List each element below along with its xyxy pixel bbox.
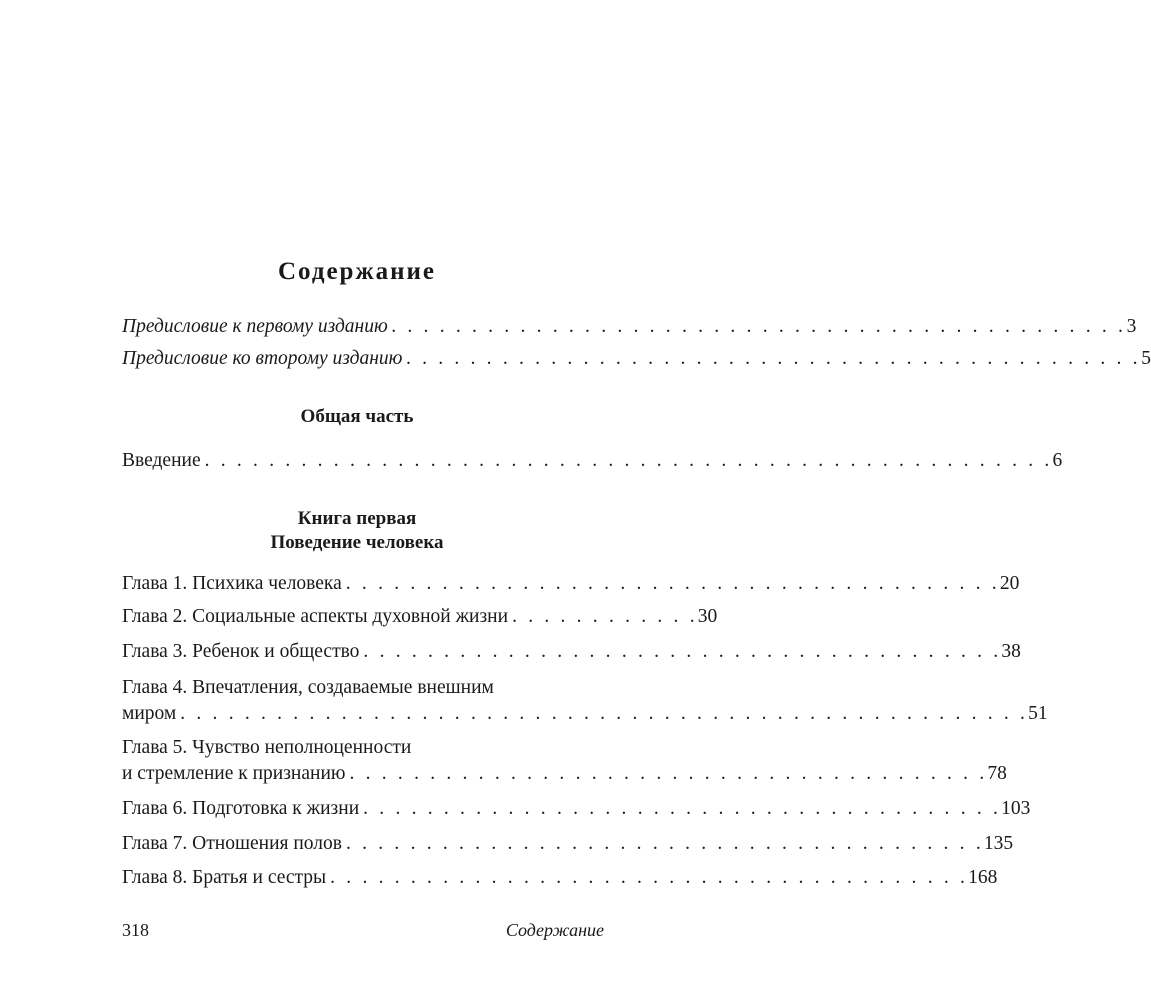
toc-entry[interactable] xyxy=(122,639,1021,665)
toc-entry[interactable] xyxy=(122,796,1031,822)
dot-leader: . . . . . . . . . . . . . . . . . . . . . . . . . . . . . . . . . . . . . . . . xyxy=(330,867,969,888)
toc-entry[interactable] xyxy=(122,571,1020,597)
toc-entry-title: Предисловие к первому изданию xyxy=(122,316,388,337)
toc-entry-page: 20 xyxy=(999,573,1020,594)
dot-leader: . . . . . . . . . . . . . . . . . . . . . . . . . . . . . . . . . . . . . . . . . . . . . . . . . . . . . xyxy=(204,450,1053,471)
toc-entry-page: 5 xyxy=(1141,348,1151,369)
dot-leader: . . . . . . . . . . . . . . . . . . . . . . . . . . . . . . . . . . . . . . . . . . . . . . . . . . . . . xyxy=(180,703,1029,724)
toc-entry-title: Глава 5. Чувство неполноценности xyxy=(122,737,412,758)
toc-entry[interactable] xyxy=(122,448,1063,474)
toc-entry-title-cont: миром xyxy=(122,703,177,724)
book-subheading: Поведение человека xyxy=(270,532,444,553)
dot-leader: . . . . . . . . . . . . . . . . . . . . . . . . . . . . . . . . . . . . . . . . xyxy=(349,763,988,784)
section-heading-general: Общая часть xyxy=(300,406,414,427)
toc-entry-page: 6 xyxy=(1052,450,1063,471)
dot-leader: . . . . . . . . . . . . xyxy=(512,606,698,627)
dot-leader: . . . . . . . . . . . . . . . . . . . . . . . . . . . . . . . . . . . . . . . . xyxy=(363,641,1002,662)
toc-entry-multiline[interactable] xyxy=(122,735,1007,787)
toc-entry-page: 78 xyxy=(987,763,1007,784)
toc-entry[interactable] xyxy=(122,314,1137,340)
toc-entry-title: Глава 6. Подготовка к жизни xyxy=(122,798,360,819)
dot-leader: . . . . . . . . . . . . . . . . . . . . . . . . . . . . . . . . . . . . . . . . . . . . . . xyxy=(391,316,1127,337)
toc-entry-title: Глава 2. Социальные аспекты духовной жизни xyxy=(122,606,509,627)
toc-entry-page: 103 xyxy=(1001,798,1031,819)
page-title: Содержание xyxy=(277,258,436,285)
dot-leader: . . . . . . . . . . . . . . . . . . . . . . . . . . . . . . . . . . . . . . . . . xyxy=(345,573,1000,594)
toc-entry[interactable] xyxy=(122,346,1151,372)
toc-entry-title: Введение xyxy=(122,450,201,471)
toc-entry[interactable] xyxy=(122,831,1014,857)
toc-entry-page: 168 xyxy=(968,867,998,888)
book-heading: Книга первая xyxy=(297,508,417,529)
toc-entry-page: 38 xyxy=(1001,641,1021,662)
dot-leader: . . . . . . . . . . . . . . . . . . . . . . . . . . . . . . . . . . . . . . . . xyxy=(363,798,1002,819)
dot-leader: . . . . . . . . . . . . . . . . . . . . . . . . . . . . . . . . . . . . . . . . . . . . . . xyxy=(406,348,1142,369)
toc-entry[interactable] xyxy=(122,604,718,630)
toc-entry-title: Глава 1. Психика человека xyxy=(122,573,342,594)
toc-entry-title: Глава 8. Братья и сестры xyxy=(122,867,327,888)
toc-entry-title-cont: и стремление к признанию xyxy=(122,763,346,784)
toc-entry-multiline[interactable] xyxy=(122,675,1048,727)
dot-leader: . . . . . . . . . . . . . . . . . . . . . . . . . . . . . . . . . . . . . . . . xyxy=(345,833,984,854)
toc-entry-title: Глава 4. Впечатления, создаваемые внешним xyxy=(122,677,494,698)
toc-entry-page: 51 xyxy=(1028,703,1048,724)
toc-entry-page: 30 xyxy=(697,606,718,627)
toc-entry-title: Глава 7. Отношения полов xyxy=(122,833,342,854)
toc-entry-title: Глава 3. Ребенок и общество xyxy=(122,641,360,662)
toc-entry-page: 3 xyxy=(1126,316,1137,337)
toc-entry[interactable] xyxy=(122,865,998,891)
toc-entry-title: Предисловие ко второму изданию xyxy=(122,348,403,369)
footer-running-title: Содержание xyxy=(505,920,604,940)
toc-entry-page: 135 xyxy=(983,833,1014,854)
footer-page-number: 318 xyxy=(122,920,149,940)
